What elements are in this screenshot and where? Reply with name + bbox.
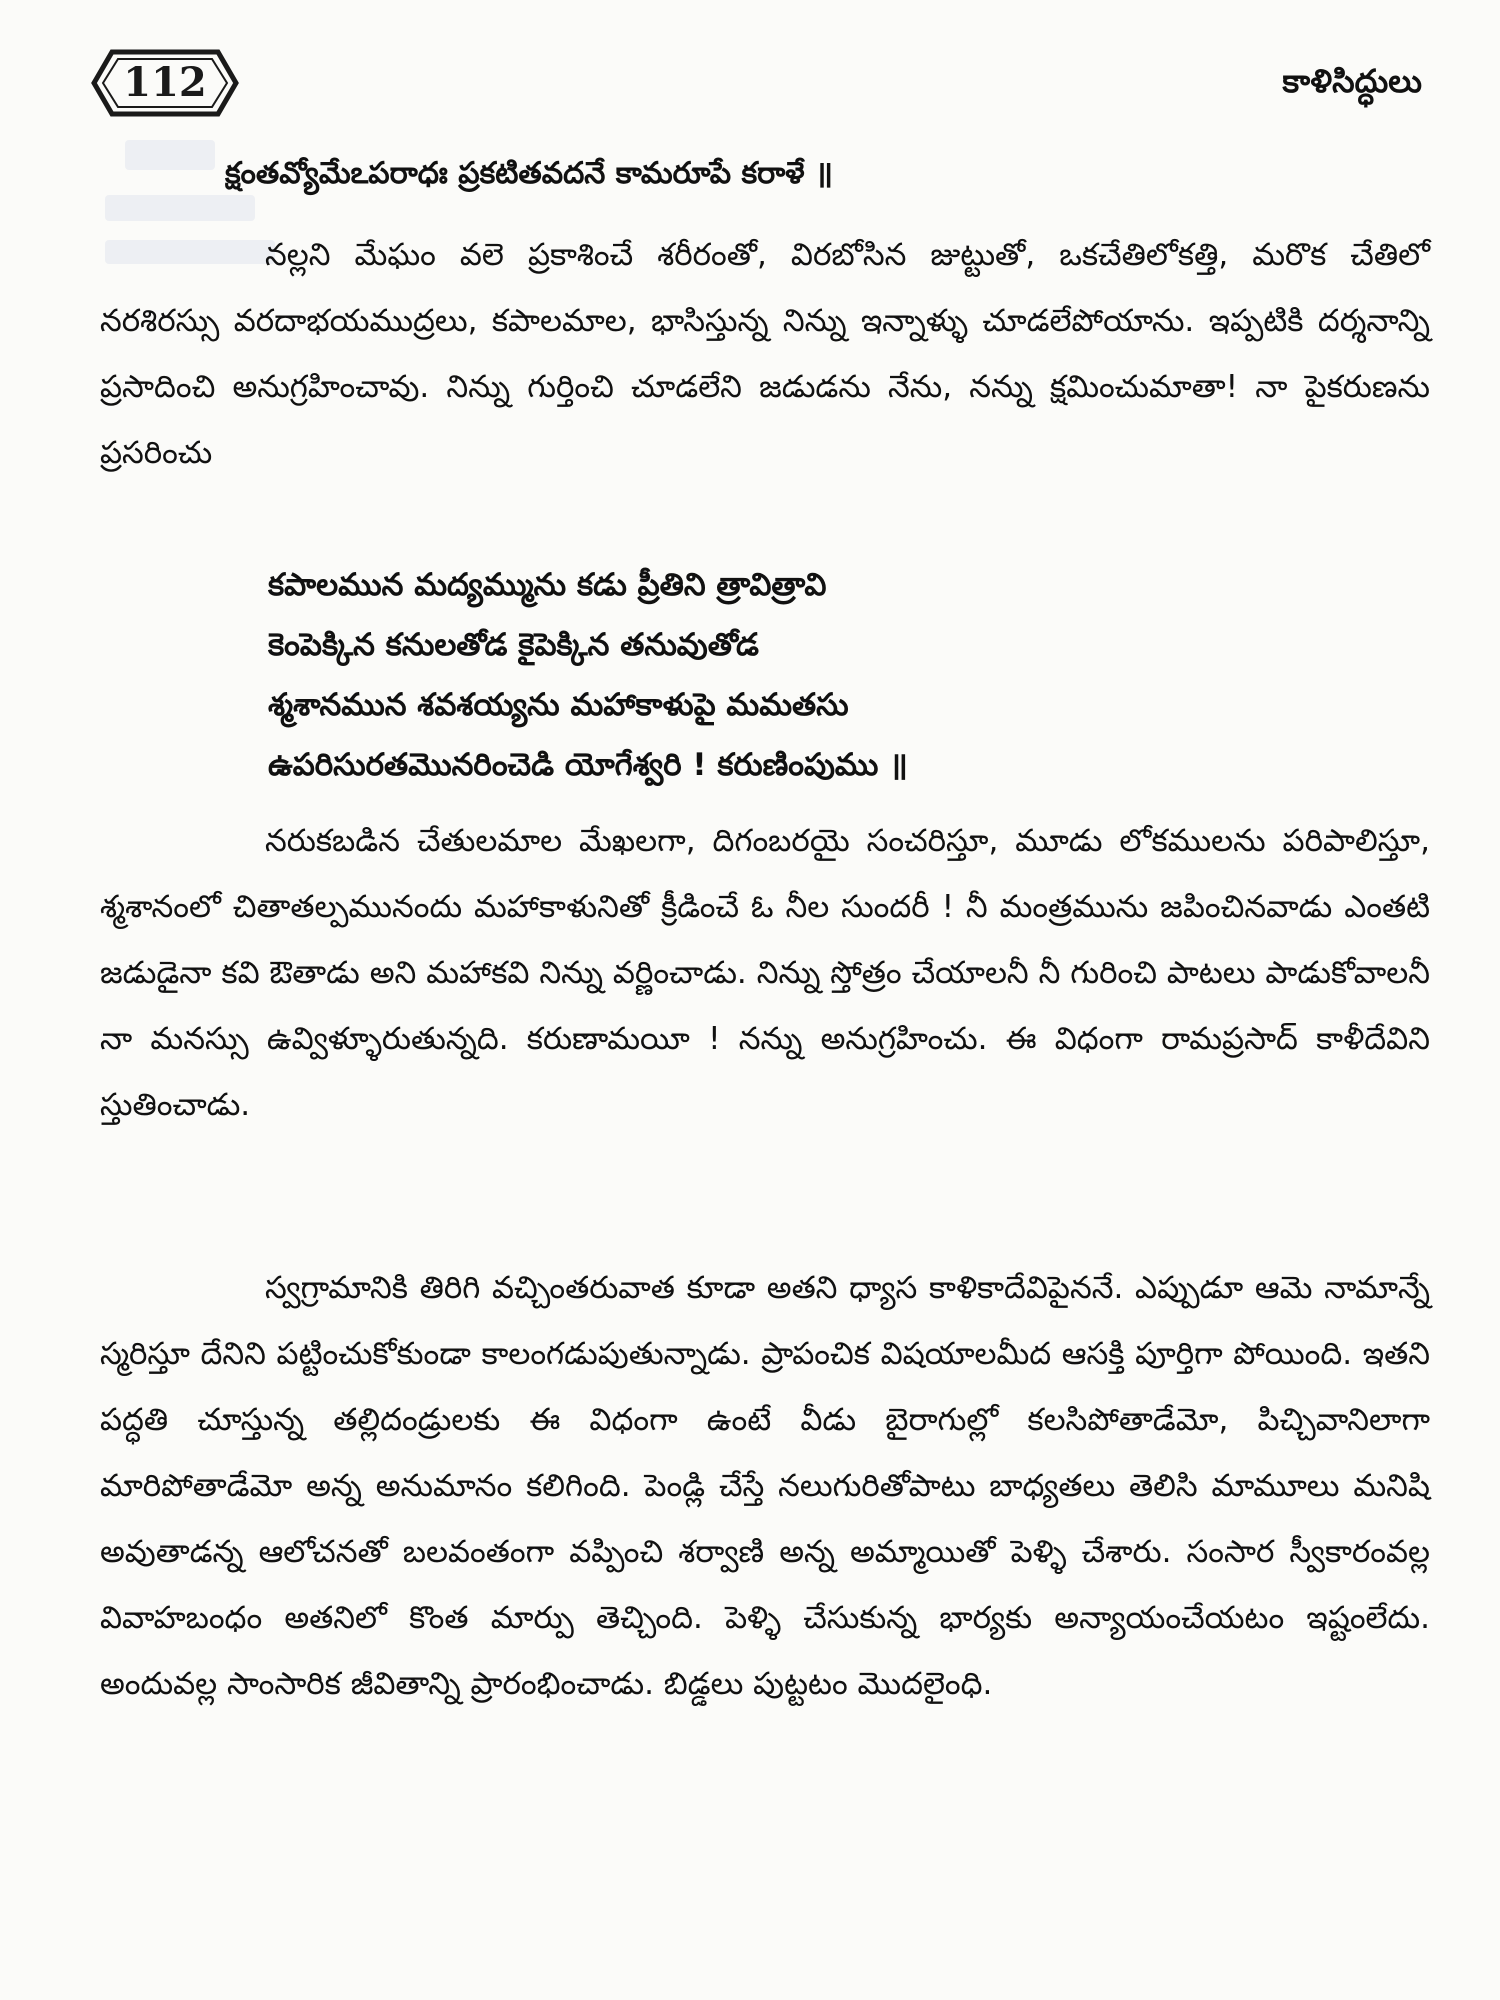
running-header-title: కాళిసిద్ధులు xyxy=(1282,62,1422,100)
verse-line-3: శ్మశానమున శవశయ్యను మహాకాళుపై మమతసు xyxy=(268,687,849,723)
shloka-line: క్షంతవ్యోమేఽపరాధః ప్రకటితవదనే కామరూపే కరాళే ॥ xyxy=(225,156,833,191)
verse-block xyxy=(268,555,1418,795)
paragraph-2-text: నరుకబడిన చేతులమాల మేఖలగా, దిగంబరయై సంచరిస్తూ, మూడు లోకములను పరిపాలిస్తూ, శ్మశానంలో చితాతల్పమునందు మహాకాళునితో క్రీడించే ఓ నీల సుందరీ ! నీ మంత్రమును జపించినవాడు ఎంతటి జడుడైనా కవి ఔతాడు అని మహాకవి నిన్ను వర్ణించాడు. నిన్ను స్తోత్రం చేయాలనీ నీ గురించి పాటలు పాడుకోవాలనీ నా మనస్సు ఉవ్విళ్ళూరుతున్నది. కరుణామయీ ! నన్ను అనుగ్రహించు. ఈ విధంగా రామప్రసాద్ కాళీదేవిని స్తుతించాడు. xyxy=(100,823,1430,1123)
paragraph-2 xyxy=(100,808,1430,1138)
verse-line-4: ఉపరిసురతమొనరించెడి యోగేశ్వరి ! కరుణింపుము ॥ xyxy=(268,747,908,783)
paragraph-1 xyxy=(100,222,1430,486)
page-number: 112 xyxy=(123,59,207,106)
bleed-through-mark xyxy=(105,195,255,221)
paragraph-1-text: నల్లని మేఘం వలె ప్రకాశించే శరీరంతో, విరబోసిన జుట్టుతో, ఒకచేతిలోకత్తి, మరొక చేతిలో నరశిరస్సు వరదాభయముద్రలు, కపాలమాల, భాసిస్తున్న నిన్ను ఇన్నాళ్ళు చూడలేపోయాను. ఇప్పటికి దర్శనాన్ని ప్రసాదించి అనుగ్రహించావు. నిన్ను గుర్తించి చూడలేని జడుడను నేను, నన్ను క్షమించుమాతా! నా పైకరుణను ప్రసరించు xyxy=(100,237,1430,471)
verse-line-1: కపాలమున మద్యమ్మును కడు ప్రీతిని త్రావిత్రావి xyxy=(268,567,827,603)
page-number-badge xyxy=(90,48,240,118)
paragraph-3 xyxy=(100,1255,1430,1717)
bleed-through-mark xyxy=(125,140,215,170)
verse-line-2: కెంపెక్కిన కనులతోడ కైపెక్కిన తనువుతోడ xyxy=(268,627,759,663)
paragraph-3-text: స్వగ్రామానికి తిరిగి వచ్చింతరువాత కూడా అతని ధ్యాస కాళికాదేవిపైననే. ఎప్పుడూ ఆమె నామాన్నే స్మరిస్తూ దేనిని పట్టించుకోకుండా కాలంగడుపుతున్నాడు. ప్రాపంచిక విషయాలమీద ఆసక్తి పూర్తిగా పోయింది. ఇతని పద్ధతి చూస్తున్న తల్లిదండ్రులకు ఈ విధంగా ఉంటే వీడు బైరాగుల్లో కలసిపోతాడేమో, పిచ్చివానిలాగా మారిపోతాడేమో అన్న అనుమానం కలిగింది. పెండ్లి చేస్తే నలుగురితోపాటు బాధ్యతలు తెలిసి మామూలు మనిషి అవుతాడన్న ఆలోచనతో బలవంతంగా వప్పించి శర్వాణి అన్న అమ్మాయితో పెళ్ళి చేశారు. సంసార స్వీకారంవల్ల వివాహబంధం అతనిలో కొంత మార్పు తెచ్చింది. పెళ్ళి చేసుకున్న భార్యకు అన్యాయంచేయటం ఇష్టంలేదు. అందువల్ల సాంసారిక జీవితాన్ని ప్రారంభించాడు. బిడ్డలు పుట్టటం మొదలైంధి. xyxy=(100,1270,1430,1702)
